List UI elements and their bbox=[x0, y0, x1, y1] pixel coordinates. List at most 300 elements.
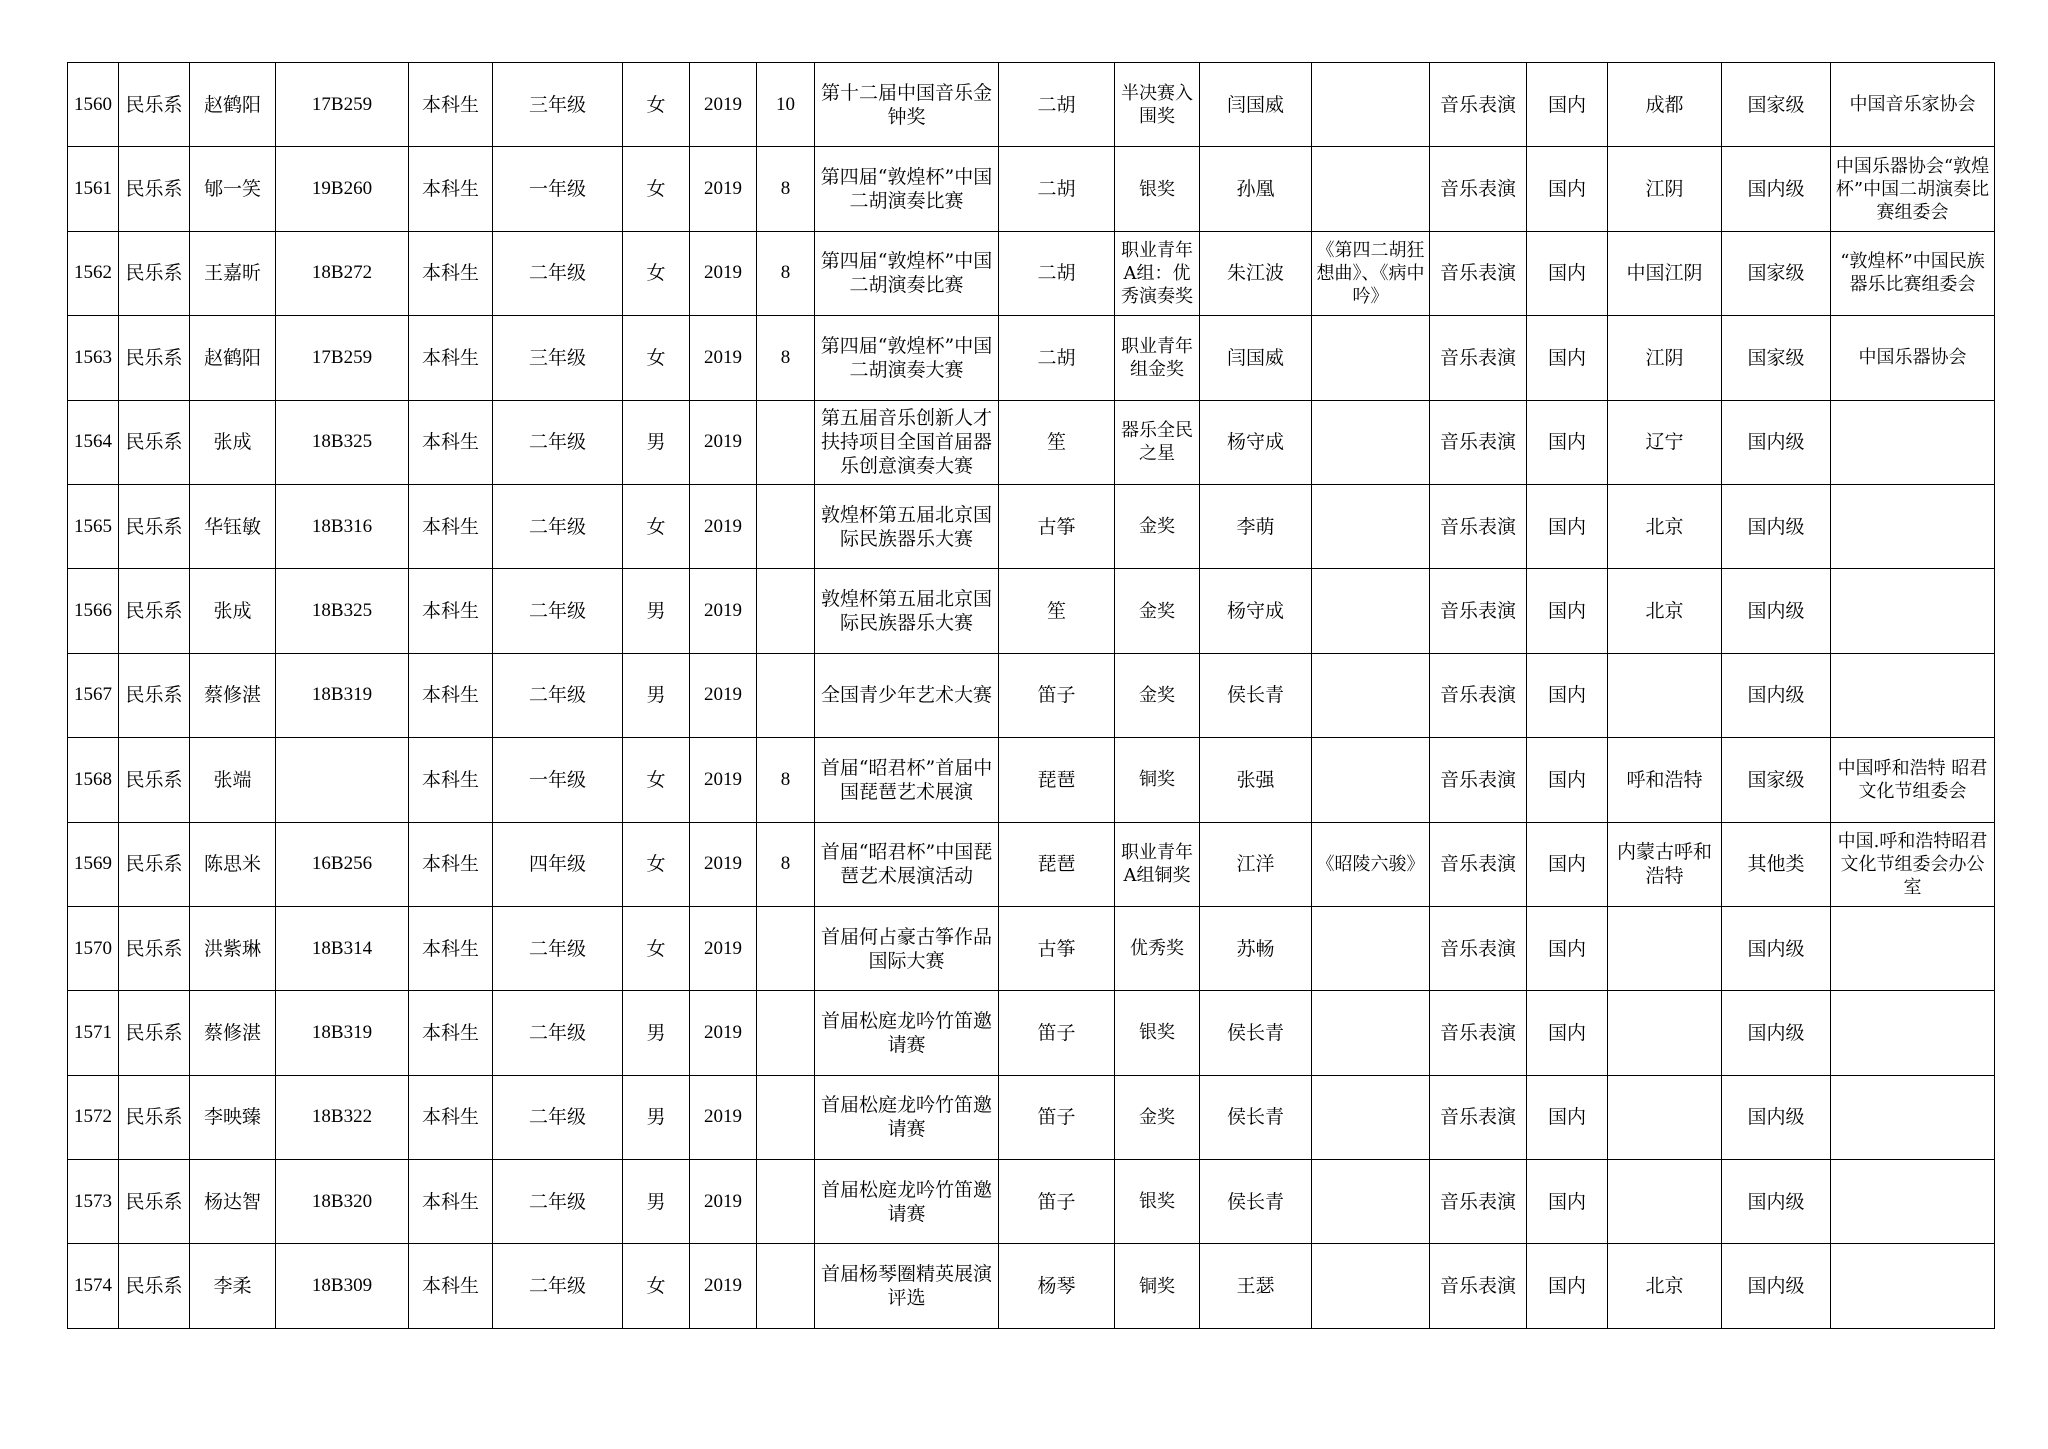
instrument-cell: 笙 bbox=[999, 400, 1115, 484]
location-cell: 江阴 bbox=[1608, 316, 1722, 400]
rank-cell: 国内级 bbox=[1722, 400, 1831, 484]
category-cell: 音乐表演 bbox=[1430, 991, 1527, 1075]
student-name-cell: 张成 bbox=[190, 400, 276, 484]
student-name-cell: 李柔 bbox=[190, 1244, 276, 1328]
category-cell: 音乐表演 bbox=[1430, 653, 1527, 737]
competition-name-cell: 首届松庭龙吟竹笛邀请赛 bbox=[815, 1160, 999, 1244]
instrument-cell: 琵琶 bbox=[999, 822, 1115, 906]
month-cell: 8 bbox=[757, 822, 815, 906]
award-cell: 器乐全民之星 bbox=[1115, 400, 1200, 484]
award-cell: 银奖 bbox=[1115, 991, 1200, 1075]
year-cell: 2019 bbox=[690, 147, 757, 231]
student-id-cell: 18B272 bbox=[276, 231, 409, 315]
organizer-cell bbox=[1831, 484, 1995, 568]
scope-cell: 国内 bbox=[1527, 1075, 1608, 1159]
gender-cell: 女 bbox=[623, 906, 690, 990]
rank-cell: 国家级 bbox=[1722, 63, 1831, 147]
teacher-cell: 李萌 bbox=[1200, 484, 1312, 568]
teacher-cell: 杨守成 bbox=[1200, 569, 1312, 653]
award-cell: 优秀奖 bbox=[1115, 906, 1200, 990]
year-cell: 2019 bbox=[690, 906, 757, 990]
location-cell bbox=[1608, 1160, 1722, 1244]
instrument-cell: 笛子 bbox=[999, 653, 1115, 737]
grade-cell: 一年级 bbox=[493, 147, 623, 231]
competition-name-cell: 首届杨琴圈精英展演评选 bbox=[815, 1244, 999, 1328]
instrument-cell: 笙 bbox=[999, 569, 1115, 653]
student-name-cell: 蔡修湛 bbox=[190, 653, 276, 737]
organizer-cell bbox=[1831, 569, 1995, 653]
table-body bbox=[68, 63, 1995, 1329]
instrument-cell: 杨琴 bbox=[999, 1244, 1115, 1328]
award-cell: 职业青年A组：优秀演奏奖 bbox=[1115, 231, 1200, 315]
student-id-cell: 18B322 bbox=[276, 1075, 409, 1159]
location-cell bbox=[1608, 1075, 1722, 1159]
piece-cell bbox=[1312, 147, 1430, 231]
teacher-cell: 闫国威 bbox=[1200, 316, 1312, 400]
month-cell: 8 bbox=[757, 738, 815, 822]
row-number: 1565 bbox=[68, 484, 119, 568]
award-cell: 银奖 bbox=[1115, 1160, 1200, 1244]
table-row bbox=[68, 147, 1995, 231]
rank-cell: 国内级 bbox=[1722, 484, 1831, 568]
teacher-cell: 侯长青 bbox=[1200, 991, 1312, 1075]
month-cell: 8 bbox=[757, 231, 815, 315]
student-name-cell: 蔡修湛 bbox=[190, 991, 276, 1075]
rank-cell: 国内级 bbox=[1722, 1160, 1831, 1244]
student-id-cell: 19B260 bbox=[276, 147, 409, 231]
department-cell: 民乐系 bbox=[119, 316, 190, 400]
month-cell bbox=[757, 400, 815, 484]
location-cell bbox=[1608, 906, 1722, 990]
teacher-cell: 朱江波 bbox=[1200, 231, 1312, 315]
rank-cell: 国家级 bbox=[1722, 316, 1831, 400]
gender-cell: 男 bbox=[623, 991, 690, 1075]
row-number: 1560 bbox=[68, 63, 119, 147]
piece-cell bbox=[1312, 484, 1430, 568]
table-row bbox=[68, 231, 1995, 315]
department-cell: 民乐系 bbox=[119, 991, 190, 1075]
row-number: 1572 bbox=[68, 1075, 119, 1159]
award-cell: 半决赛入围奖 bbox=[1115, 63, 1200, 147]
teacher-cell: 江洋 bbox=[1200, 822, 1312, 906]
grade-cell: 二年级 bbox=[493, 1075, 623, 1159]
education-level-cell: 本科生 bbox=[409, 147, 493, 231]
table-row bbox=[68, 906, 1995, 990]
organizer-cell bbox=[1831, 653, 1995, 737]
award-cell: 金奖 bbox=[1115, 484, 1200, 568]
department-cell: 民乐系 bbox=[119, 1075, 190, 1159]
student-id-cell: 18B314 bbox=[276, 906, 409, 990]
category-cell: 音乐表演 bbox=[1430, 1075, 1527, 1159]
department-cell: 民乐系 bbox=[119, 906, 190, 990]
year-cell: 2019 bbox=[690, 822, 757, 906]
table-row bbox=[68, 484, 1995, 568]
student-name-cell: 陈思米 bbox=[190, 822, 276, 906]
instrument-cell: 二胡 bbox=[999, 147, 1115, 231]
department-cell: 民乐系 bbox=[119, 231, 190, 315]
teacher-cell: 张强 bbox=[1200, 738, 1312, 822]
table-row bbox=[68, 1244, 1995, 1328]
scope-cell: 国内 bbox=[1527, 316, 1608, 400]
row-number: 1566 bbox=[68, 569, 119, 653]
month-cell bbox=[757, 1075, 815, 1159]
department-cell: 民乐系 bbox=[119, 822, 190, 906]
rank-cell: 国内级 bbox=[1722, 991, 1831, 1075]
student-name-cell: 赵鹤阳 bbox=[190, 316, 276, 400]
organizer-cell: 中国乐器协会 bbox=[1831, 316, 1995, 400]
scope-cell: 国内 bbox=[1527, 484, 1608, 568]
piece-cell: 《第四二胡狂想曲》、《病中吟》 bbox=[1312, 231, 1430, 315]
department-cell: 民乐系 bbox=[119, 738, 190, 822]
student-id-cell: 18B325 bbox=[276, 400, 409, 484]
student-name-cell: 张成 bbox=[190, 569, 276, 653]
education-level-cell: 本科生 bbox=[409, 1160, 493, 1244]
gender-cell: 男 bbox=[623, 569, 690, 653]
organizer-cell bbox=[1831, 906, 1995, 990]
organizer-cell: 中国.呼和浩特昭君文化节组委会办公室 bbox=[1831, 822, 1995, 906]
student-id-cell: 18B319 bbox=[276, 991, 409, 1075]
organizer-cell: 中国音乐家协会 bbox=[1831, 63, 1995, 147]
organizer-cell: 中国呼和浩特 昭君文化节组委会 bbox=[1831, 738, 1995, 822]
department-cell: 民乐系 bbox=[119, 569, 190, 653]
instrument-cell: 笛子 bbox=[999, 991, 1115, 1075]
teacher-cell: 苏畅 bbox=[1200, 906, 1312, 990]
month-cell bbox=[757, 1160, 815, 1244]
location-cell: 中国江阴 bbox=[1608, 231, 1722, 315]
location-cell: 内蒙古呼和浩特 bbox=[1608, 822, 1722, 906]
gender-cell: 女 bbox=[623, 1244, 690, 1328]
piece-cell bbox=[1312, 63, 1430, 147]
piece-cell bbox=[1312, 1075, 1430, 1159]
category-cell: 音乐表演 bbox=[1430, 231, 1527, 315]
rank-cell: 国内级 bbox=[1722, 653, 1831, 737]
category-cell: 音乐表演 bbox=[1430, 822, 1527, 906]
education-level-cell: 本科生 bbox=[409, 316, 493, 400]
instrument-cell: 二胡 bbox=[999, 63, 1115, 147]
grade-cell: 三年级 bbox=[493, 63, 623, 147]
table-row bbox=[68, 822, 1995, 906]
location-cell bbox=[1608, 653, 1722, 737]
year-cell: 2019 bbox=[690, 738, 757, 822]
teacher-cell: 侯长青 bbox=[1200, 1075, 1312, 1159]
organizer-cell bbox=[1831, 1075, 1995, 1159]
organizer-cell bbox=[1831, 991, 1995, 1075]
instrument-cell: 琵琶 bbox=[999, 738, 1115, 822]
rank-cell: 国内级 bbox=[1722, 906, 1831, 990]
competition-name-cell: 首届何占豪古筝作品国际大赛 bbox=[815, 906, 999, 990]
rank-cell: 国内级 bbox=[1722, 1075, 1831, 1159]
category-cell: 音乐表演 bbox=[1430, 147, 1527, 231]
student-name-cell: 洪紫琳 bbox=[190, 906, 276, 990]
department-cell: 民乐系 bbox=[119, 400, 190, 484]
year-cell: 2019 bbox=[690, 1244, 757, 1328]
education-level-cell: 本科生 bbox=[409, 400, 493, 484]
rank-cell: 其他类 bbox=[1722, 822, 1831, 906]
table-row bbox=[68, 400, 1995, 484]
month-cell bbox=[757, 906, 815, 990]
piece-cell bbox=[1312, 569, 1430, 653]
education-level-cell: 本科生 bbox=[409, 1075, 493, 1159]
student-id-cell bbox=[276, 738, 409, 822]
education-level-cell: 本科生 bbox=[409, 653, 493, 737]
piece-cell bbox=[1312, 906, 1430, 990]
gender-cell: 女 bbox=[623, 316, 690, 400]
education-level-cell: 本科生 bbox=[409, 231, 493, 315]
row-number: 1567 bbox=[68, 653, 119, 737]
year-cell: 2019 bbox=[690, 484, 757, 568]
student-name-cell: 王嘉昕 bbox=[190, 231, 276, 315]
row-number: 1564 bbox=[68, 400, 119, 484]
row-number: 1569 bbox=[68, 822, 119, 906]
category-cell: 音乐表演 bbox=[1430, 484, 1527, 568]
instrument-cell: 古筝 bbox=[999, 906, 1115, 990]
organizer-cell bbox=[1831, 1160, 1995, 1244]
year-cell: 2019 bbox=[690, 63, 757, 147]
competition-name-cell: 第四届“敦煌杯”中国二胡演奏大赛 bbox=[815, 316, 999, 400]
department-cell: 民乐系 bbox=[119, 147, 190, 231]
department-cell: 民乐系 bbox=[119, 653, 190, 737]
education-level-cell: 本科生 bbox=[409, 822, 493, 906]
teacher-cell: 王瑟 bbox=[1200, 1244, 1312, 1328]
category-cell: 音乐表演 bbox=[1430, 738, 1527, 822]
month-cell: 8 bbox=[757, 316, 815, 400]
teacher-cell: 杨守成 bbox=[1200, 400, 1312, 484]
grade-cell: 二年级 bbox=[493, 1244, 623, 1328]
gender-cell: 男 bbox=[623, 400, 690, 484]
category-cell: 音乐表演 bbox=[1430, 1160, 1527, 1244]
scope-cell: 国内 bbox=[1527, 147, 1608, 231]
department-cell: 民乐系 bbox=[119, 63, 190, 147]
month-cell bbox=[757, 484, 815, 568]
instrument-cell: 二胡 bbox=[999, 231, 1115, 315]
row-number: 1570 bbox=[68, 906, 119, 990]
award-cell: 银奖 bbox=[1115, 147, 1200, 231]
competition-name-cell: 敦煌杯第五届北京国际民族器乐大赛 bbox=[815, 484, 999, 568]
competition-name-cell: 第十二届中国音乐金钟奖 bbox=[815, 63, 999, 147]
student-name-cell: 张端 bbox=[190, 738, 276, 822]
month-cell bbox=[757, 569, 815, 653]
category-cell: 音乐表演 bbox=[1430, 400, 1527, 484]
organizer-cell bbox=[1831, 400, 1995, 484]
scope-cell: 国内 bbox=[1527, 906, 1608, 990]
student-name-cell: 杨达智 bbox=[190, 1160, 276, 1244]
student-name-cell: 李映臻 bbox=[190, 1075, 276, 1159]
category-cell: 音乐表演 bbox=[1430, 569, 1527, 653]
grade-cell: 四年级 bbox=[493, 822, 623, 906]
piece-cell bbox=[1312, 1160, 1430, 1244]
competition-name-cell: 第五届音乐创新人才扶持项目全国首届器乐创意演奏大赛 bbox=[815, 400, 999, 484]
row-number: 1571 bbox=[68, 991, 119, 1075]
location-cell: 北京 bbox=[1608, 1244, 1722, 1328]
award-cell: 金奖 bbox=[1115, 569, 1200, 653]
education-level-cell: 本科生 bbox=[409, 63, 493, 147]
competition-name-cell: 第四届“敦煌杯”中国二胡演奏比赛 bbox=[815, 147, 999, 231]
gender-cell: 女 bbox=[623, 822, 690, 906]
grade-cell: 二年级 bbox=[493, 231, 623, 315]
gender-cell: 女 bbox=[623, 147, 690, 231]
award-cell: 铜奖 bbox=[1115, 738, 1200, 822]
rank-cell: 国内级 bbox=[1722, 147, 1831, 231]
education-level-cell: 本科生 bbox=[409, 484, 493, 568]
education-level-cell: 本科生 bbox=[409, 991, 493, 1075]
student-id-cell: 18B309 bbox=[276, 1244, 409, 1328]
scope-cell: 国内 bbox=[1527, 400, 1608, 484]
grade-cell: 二年级 bbox=[493, 653, 623, 737]
row-number: 1563 bbox=[68, 316, 119, 400]
category-cell: 音乐表演 bbox=[1430, 1244, 1527, 1328]
row-number: 1568 bbox=[68, 738, 119, 822]
month-cell bbox=[757, 1244, 815, 1328]
gender-cell: 女 bbox=[623, 738, 690, 822]
year-cell: 2019 bbox=[690, 1160, 757, 1244]
table-row bbox=[68, 316, 1995, 400]
piece-cell bbox=[1312, 400, 1430, 484]
instrument-cell: 笛子 bbox=[999, 1075, 1115, 1159]
table-row bbox=[68, 63, 1995, 147]
grade-cell: 一年级 bbox=[493, 738, 623, 822]
location-cell bbox=[1608, 991, 1722, 1075]
category-cell: 音乐表演 bbox=[1430, 906, 1527, 990]
table-row bbox=[68, 738, 1995, 822]
piece-cell bbox=[1312, 991, 1430, 1075]
scope-cell: 国内 bbox=[1527, 822, 1608, 906]
piece-cell bbox=[1312, 1244, 1430, 1328]
competition-name-cell: 敦煌杯第五届北京国际民族器乐大赛 bbox=[815, 569, 999, 653]
award-cell: 职业青年A组铜奖 bbox=[1115, 822, 1200, 906]
row-number: 1562 bbox=[68, 231, 119, 315]
scope-cell: 国内 bbox=[1527, 231, 1608, 315]
grade-cell: 二年级 bbox=[493, 569, 623, 653]
year-cell: 2019 bbox=[690, 1075, 757, 1159]
rank-cell: 国家级 bbox=[1722, 231, 1831, 315]
location-cell: 辽宁 bbox=[1608, 400, 1722, 484]
location-cell: 北京 bbox=[1608, 569, 1722, 653]
organizer-cell: “敦煌杯”中国民族器乐比赛组委会 bbox=[1831, 231, 1995, 315]
gender-cell: 女 bbox=[623, 63, 690, 147]
education-level-cell: 本科生 bbox=[409, 569, 493, 653]
scope-cell: 国内 bbox=[1527, 569, 1608, 653]
month-cell bbox=[757, 991, 815, 1075]
scope-cell: 国内 bbox=[1527, 653, 1608, 737]
student-name-cell: 郇一笑 bbox=[190, 147, 276, 231]
row-number: 1561 bbox=[68, 147, 119, 231]
student-id-cell: 17B259 bbox=[276, 63, 409, 147]
year-cell: 2019 bbox=[690, 316, 757, 400]
teacher-cell: 孙凰 bbox=[1200, 147, 1312, 231]
competition-name-cell: 首届松庭龙吟竹笛邀请赛 bbox=[815, 991, 999, 1075]
grade-cell: 二年级 bbox=[493, 400, 623, 484]
student-id-cell: 18B319 bbox=[276, 653, 409, 737]
table-row bbox=[68, 991, 1995, 1075]
table-row bbox=[68, 1075, 1995, 1159]
year-cell: 2019 bbox=[690, 231, 757, 315]
instrument-cell: 二胡 bbox=[999, 316, 1115, 400]
piece-cell bbox=[1312, 316, 1430, 400]
gender-cell: 男 bbox=[623, 1075, 690, 1159]
grade-cell: 二年级 bbox=[493, 1160, 623, 1244]
row-number: 1573 bbox=[68, 1160, 119, 1244]
organizer-cell bbox=[1831, 1244, 1995, 1328]
grade-cell: 二年级 bbox=[493, 991, 623, 1075]
instrument-cell: 古筝 bbox=[999, 484, 1115, 568]
student-name-cell: 赵鹤阳 bbox=[190, 63, 276, 147]
scope-cell: 国内 bbox=[1527, 991, 1608, 1075]
teacher-cell: 侯长青 bbox=[1200, 1160, 1312, 1244]
student-id-cell: 16B256 bbox=[276, 822, 409, 906]
grade-cell: 二年级 bbox=[493, 484, 623, 568]
piece-cell bbox=[1312, 653, 1430, 737]
awards-table bbox=[67, 62, 1995, 1329]
year-cell: 2019 bbox=[690, 653, 757, 737]
location-cell: 北京 bbox=[1608, 484, 1722, 568]
rank-cell: 国家级 bbox=[1722, 738, 1831, 822]
year-cell: 2019 bbox=[690, 400, 757, 484]
education-level-cell: 本科生 bbox=[409, 1244, 493, 1328]
location-cell: 呼和浩特 bbox=[1608, 738, 1722, 822]
category-cell: 音乐表演 bbox=[1430, 316, 1527, 400]
education-level-cell: 本科生 bbox=[409, 738, 493, 822]
scope-cell: 国内 bbox=[1527, 738, 1608, 822]
year-cell: 2019 bbox=[690, 569, 757, 653]
teacher-cell: 侯长青 bbox=[1200, 653, 1312, 737]
teacher-cell: 闫国威 bbox=[1200, 63, 1312, 147]
scope-cell: 国内 bbox=[1527, 63, 1608, 147]
gender-cell: 男 bbox=[623, 1160, 690, 1244]
gender-cell: 女 bbox=[623, 484, 690, 568]
competition-name-cell: 首届松庭龙吟竹笛邀请赛 bbox=[815, 1075, 999, 1159]
gender-cell: 男 bbox=[623, 653, 690, 737]
department-cell: 民乐系 bbox=[119, 484, 190, 568]
gender-cell: 女 bbox=[623, 231, 690, 315]
competition-name-cell: 首届“昭君杯”首届中国琵琶艺术展演 bbox=[815, 738, 999, 822]
instrument-cell: 笛子 bbox=[999, 1160, 1115, 1244]
organizer-cell: 中国乐器协会“敦煌杯”中国二胡演奏比赛组委会 bbox=[1831, 147, 1995, 231]
location-cell: 江阴 bbox=[1608, 147, 1722, 231]
month-cell: 10 bbox=[757, 63, 815, 147]
month-cell bbox=[757, 653, 815, 737]
location-cell: 成都 bbox=[1608, 63, 1722, 147]
education-level-cell: 本科生 bbox=[409, 906, 493, 990]
grade-cell: 三年级 bbox=[493, 316, 623, 400]
department-cell: 民乐系 bbox=[119, 1160, 190, 1244]
department-cell: 民乐系 bbox=[119, 1244, 190, 1328]
scope-cell: 国内 bbox=[1527, 1160, 1608, 1244]
award-cell: 金奖 bbox=[1115, 1075, 1200, 1159]
piece-cell bbox=[1312, 738, 1430, 822]
competition-name-cell: 首届“昭君杯”中国琵琶艺术展演活动 bbox=[815, 822, 999, 906]
table-row bbox=[68, 1160, 1995, 1244]
month-cell: 8 bbox=[757, 147, 815, 231]
award-cell: 金奖 bbox=[1115, 653, 1200, 737]
table-row bbox=[68, 569, 1995, 653]
grade-cell: 二年级 bbox=[493, 906, 623, 990]
student-id-cell: 18B320 bbox=[276, 1160, 409, 1244]
table-row bbox=[68, 653, 1995, 737]
rank-cell: 国内级 bbox=[1722, 1244, 1831, 1328]
rank-cell: 国内级 bbox=[1722, 569, 1831, 653]
year-cell: 2019 bbox=[690, 991, 757, 1075]
student-name-cell: 华钰敏 bbox=[190, 484, 276, 568]
award-cell: 铜奖 bbox=[1115, 1244, 1200, 1328]
row-number: 1574 bbox=[68, 1244, 119, 1328]
competition-name-cell: 第四届“敦煌杯”中国二胡演奏比赛 bbox=[815, 231, 999, 315]
award-cell: 职业青年组金奖 bbox=[1115, 316, 1200, 400]
competition-name-cell: 全国青少年艺术大赛 bbox=[815, 653, 999, 737]
piece-cell: 《昭陵六骏》 bbox=[1312, 822, 1430, 906]
category-cell: 音乐表演 bbox=[1430, 63, 1527, 147]
student-id-cell: 18B316 bbox=[276, 484, 409, 568]
scope-cell: 国内 bbox=[1527, 1244, 1608, 1328]
